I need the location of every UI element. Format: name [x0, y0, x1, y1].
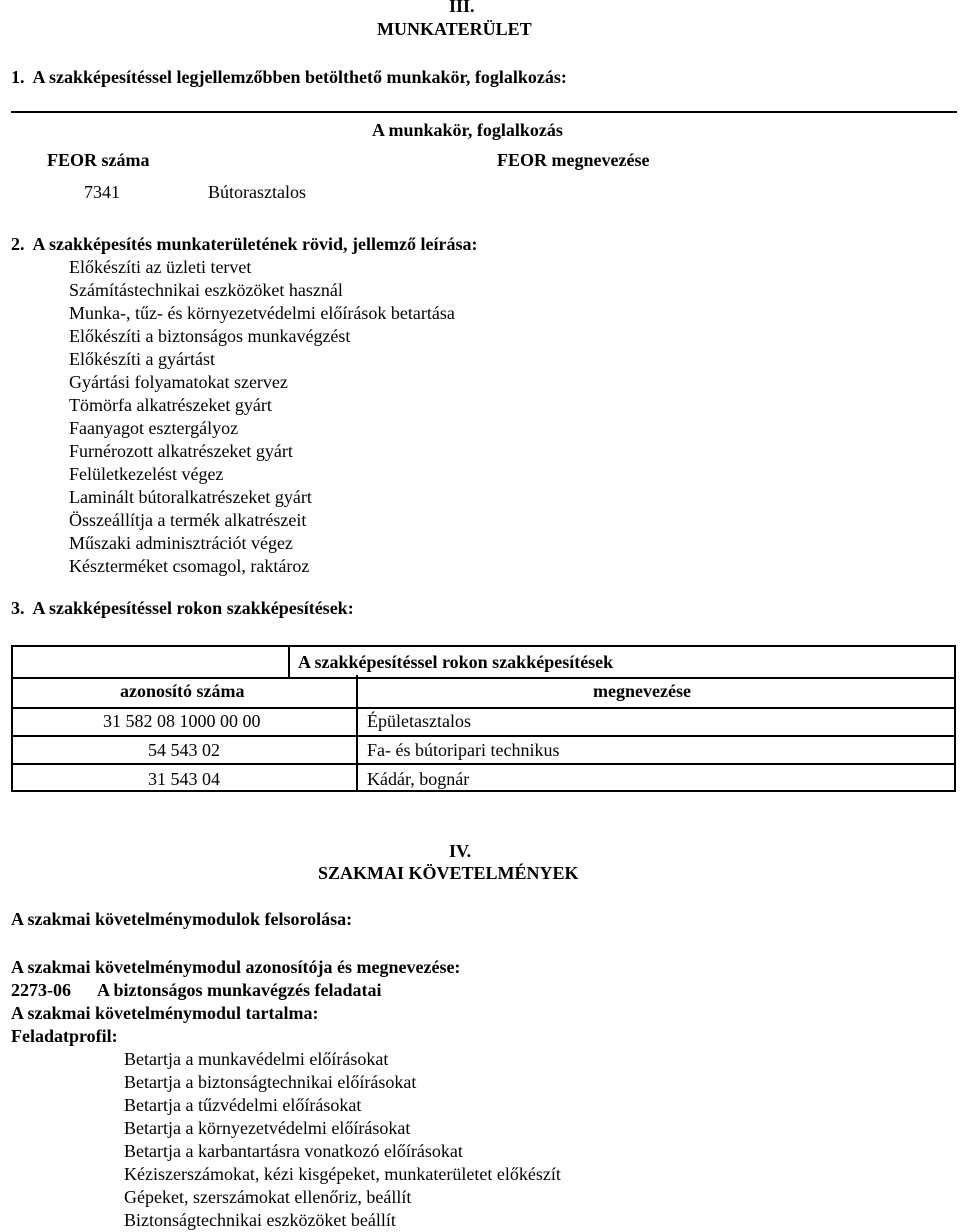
work-area-list-item: Előkészíti a gyártást: [69, 349, 215, 369]
related-table-row-name: Fa- és bútoripari technikus: [367, 740, 560, 760]
feor-table-col-name-header: FEOR megnevezése: [497, 150, 650, 170]
work-area-list-item: Számítástechnikai eszközöket használ: [69, 280, 343, 300]
related-table-row-name: Kádár, bognár: [367, 769, 470, 789]
feor-table: [11, 111, 957, 113]
task-list-item: Betartja a karbantartásra vonatkozó előírásokat: [124, 1141, 463, 1161]
work-area-list-item: Összeállítja a termék alkatrészeit: [69, 510, 307, 530]
related-table-col-code-header: azonosító száma: [120, 681, 245, 701]
module-code: 2273-06: [11, 980, 71, 1000]
section-3-roman: III.: [449, 0, 475, 16]
work-area-list-item: Műszaki adminisztrációt végez: [69, 533, 293, 553]
work-area-list-item: Előkészíti az üzleti tervet: [69, 257, 252, 277]
task-list-item: Betartja a tűzvédelmi előírásokat: [124, 1095, 362, 1115]
task-profile-heading: Feladatprofil:: [11, 1026, 118, 1046]
module-content-heading: A szakmai követelménymodul tartalma:: [11, 1003, 319, 1023]
item-2-heading: 2. A szakképesítés munkaterületének rövid, jellemző leírása:: [11, 234, 478, 254]
related-qualifications-table: [11, 645, 956, 792]
related-table-row-code: 54 543 02: [148, 740, 220, 760]
related-table-row-name: Épületasztalos: [367, 711, 471, 731]
item-3-heading: 3. A szakképesítéssel rokon szakképesítések:: [11, 598, 354, 618]
work-area-list-item: Készterméket csomagol, raktároz: [69, 556, 310, 576]
feor-table-row-name: Bútorasztalos: [208, 182, 306, 202]
feor-table-row-code: 7341: [84, 182, 120, 202]
work-area-list-item: Gyártási folyamatokat szervez: [69, 372, 288, 392]
modules-list-heading: A szakmai követelménymodulok felsorolása:: [11, 909, 353, 929]
module-name: A biztonságos munkavégzés feladatai: [97, 980, 382, 1000]
module-id-heading: A szakmai követelménymodul azonosítója és megnevezése:: [11, 957, 461, 977]
task-list-item: Betartja a környezetvédelmi előírásokat: [124, 1118, 411, 1138]
work-area-list-item: Laminált bútoralkatrészeket gyárt: [69, 487, 312, 507]
task-list-item: Biztonságtechnikai eszközöket beállít: [124, 1210, 396, 1230]
work-area-list-item: Munka-, tűz- és környezetvédelmi előírások betartása: [69, 303, 455, 323]
work-area-list-item: Faanyagot esztergályoz: [69, 418, 239, 438]
related-table-row-code: 31 582 08 1000 00 00: [103, 711, 261, 731]
task-list-item: Betartja a biztonságtechnikai előírásokat: [124, 1072, 417, 1092]
work-area-list-item: Felületkezelést végez: [69, 464, 224, 484]
task-list-item: Kéziszerszámokat, kézi kisgépeket, munkaterületet előkészít: [124, 1164, 561, 1184]
section-4-roman: IV.: [449, 841, 472, 861]
feor-table-col-code-header: FEOR száma: [47, 150, 150, 170]
item-1-heading: 1. A szakképesítéssel legjellemzőbben betölthető munkakör, foglalkozás:: [11, 67, 567, 87]
task-list-item: Gépeket, szerszámokat ellenőriz, beállít: [124, 1187, 412, 1207]
work-area-list-item: Tömörfa alkatrészeket gyárt: [69, 395, 272, 415]
section-4-title: SZAKMAI KÖVETELMÉNYEK: [318, 863, 579, 883]
work-area-list-item: Előkészíti a biztonságos munkavégzést: [69, 326, 351, 346]
related-table-row-code: 31 543 04: [148, 769, 220, 789]
related-table-group-header: A szakképesítéssel rokon szakképesítések: [298, 652, 614, 672]
task-list-item: Betartja a munkavédelmi előírásokat: [124, 1049, 389, 1069]
work-area-list-item: Furnérozott alkatrészeket gyárt: [69, 441, 293, 461]
related-table-col-name-header: megnevezése: [593, 681, 691, 701]
section-3-title: MUNKATERÜLET: [377, 19, 532, 39]
feor-table-group-header: A munkakör, foglalkozás: [372, 120, 563, 140]
